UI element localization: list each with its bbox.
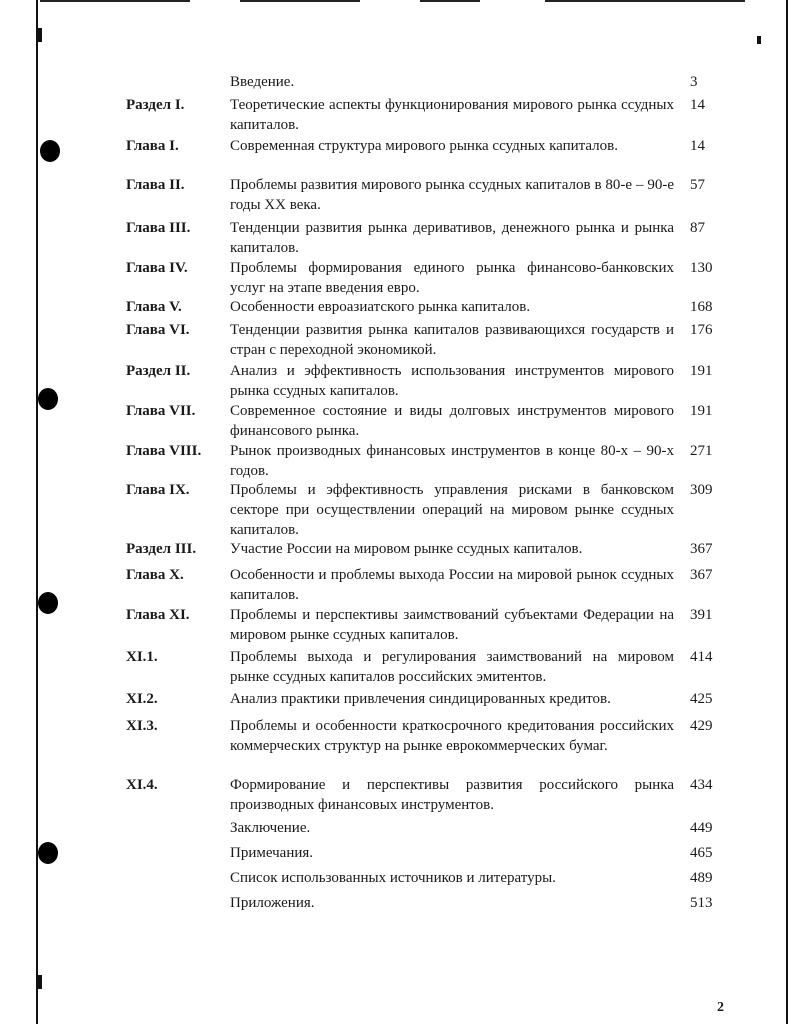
scan-left-edge [36, 0, 38, 1024]
toc-entry-title: Современное состояние и виды долговых инструментов мирового финансового рынка. [230, 403, 674, 439]
toc-entry-label: Глава XI. [126, 607, 190, 623]
toc-entry-title: Введение. [230, 74, 295, 90]
toc-entry-title: Проблемы и особенности краткосрочного кредитования российских коммерческих структур на рынке еврокоммерческих бумаг. [230, 718, 674, 754]
scan-top-edge [0, 0, 792, 6]
toc-entry-page: 489 [690, 870, 713, 886]
toc-entry-title: Проблемы выхода и регулирования заимствований на мировом рынке ссудных капиталов российских эмитентов. [230, 649, 674, 685]
toc-entry-page: 429 [690, 718, 713, 734]
toc-entry-label: Глава VIII. [126, 443, 202, 459]
toc-entry-title: Проблемы формирования единого рынка финансово-банковских услуг на этапе введения евро. [230, 260, 674, 296]
toc-entry-page: 513 [690, 895, 713, 911]
toc-entry-title: Список использованных источников и литературы. [230, 870, 556, 886]
punch-hole [40, 140, 60, 162]
toc-entry-title: Проблемы и эффективность управления рисками в банковском секторе при осуществлении операций на мировом рынке ссудных капиталов. [230, 482, 674, 538]
toc-entry-title: Рынок производных финансовых инструментов в конце 80-х – 90-х годов. [230, 443, 674, 479]
toc-entry-label: Раздел I. [126, 97, 185, 113]
toc-entry-label: XI.2. [126, 691, 158, 707]
toc-entry-page: 57 [690, 177, 705, 193]
toc-entry-page: 367 [690, 541, 713, 557]
toc-entry-title: Проблемы и перспективы заимствований субъектами Федерации на мировом рынке ссудных капиталов. [230, 607, 674, 643]
toc-entry-page: 425 [690, 691, 713, 707]
toc-entry-label: Глава VII. [126, 403, 196, 419]
toc-entry-title: Примечания. [230, 845, 314, 861]
toc-entry-label: Глава VI. [126, 322, 190, 338]
toc-entry-label: Глава IV. [126, 260, 188, 276]
toc-entry-title: Участие России на мировом рынке ссудных капиталов. [230, 541, 583, 557]
punch-hole [38, 592, 58, 614]
toc-entry-page: 191 [690, 363, 713, 379]
toc-entry-title: Особенности евроазиатского рынка капиталов. [230, 299, 531, 315]
toc-entry-page: 465 [690, 845, 713, 861]
toc-entry-label: Глава I. [126, 138, 179, 154]
toc-entry-page: 3 [690, 74, 698, 90]
toc-entry-label: XI.4. [126, 777, 158, 793]
scan-mark [757, 36, 761, 44]
toc-entry-page: 391 [690, 607, 713, 623]
toc-entry-title: Проблемы развития мирового рынка ссудных капиталов в 80-е – 90-е годы XX века. [230, 177, 674, 213]
punch-hole [38, 388, 58, 410]
punch-hole [38, 842, 58, 864]
toc-entry-label: XI.3. [126, 718, 158, 734]
scan-right-edge [786, 0, 788, 1024]
toc-entry-page: 14 [690, 138, 705, 154]
toc-entry-title: Теоретические аспекты функционирования мирового рынка ссудных капиталов. [230, 97, 674, 133]
toc-entry-label: Глава V. [126, 299, 182, 315]
page-number: 2 [717, 1000, 724, 1015]
toc-entry-page: 449 [690, 820, 713, 836]
toc-entry-label: XI.1. [126, 649, 158, 665]
toc-entry-label: Глава X. [126, 567, 184, 583]
toc-entry-page: 191 [690, 403, 713, 419]
toc-entry-title: Современная структура мирового рынка ссудных капиталов. [230, 138, 618, 154]
toc-entry-page: 434 [690, 777, 713, 793]
toc-entry-page: 168 [690, 299, 713, 315]
toc-entry-title: Приложения. [230, 895, 315, 911]
toc-entry-title: Анализ практики привлечения синдицированных кредитов. [230, 691, 611, 707]
toc-entry-title: Анализ и эффективность использования инструментов мирового рынка ссудных капиталов. [230, 363, 674, 399]
toc-entry-page: 130 [690, 260, 713, 276]
toc-entry-title: Тенденции развития рынка капиталов развивающихся государств и стран с переходной экономикой. [230, 322, 674, 358]
toc-entry-page: 14 [690, 97, 705, 113]
toc-entry-page: 309 [690, 482, 713, 498]
toc-entry-page: 414 [690, 649, 713, 665]
toc-entry-label: Раздел II. [126, 363, 191, 379]
toc-entry-title: Тенденции развития рынка деривативов, денежного рынка и рынка капиталов. [230, 220, 674, 256]
toc-entry-label: Глава III. [126, 220, 191, 236]
scan-mark [36, 28, 42, 42]
toc-entry-label: Глава II. [126, 177, 185, 193]
toc-entry-title: Заключение. [230, 820, 311, 836]
toc-entry-page: 176 [690, 322, 713, 338]
toc-entry-title: Формирование и перспективы развития российского рынка производных финансовых инструментов. [230, 777, 674, 813]
scan-mark [36, 975, 42, 989]
toc-entry-page: 87 [690, 220, 705, 236]
toc-entry-label: Раздел III. [126, 541, 197, 557]
toc-entry-page: 367 [690, 567, 713, 583]
toc-entry-label: Глава IX. [126, 482, 190, 498]
toc-entry-page: 271 [690, 443, 713, 459]
toc-entry-title: Особенности и проблемы выхода России на мировой рынок ссудных капиталов. [230, 567, 674, 603]
